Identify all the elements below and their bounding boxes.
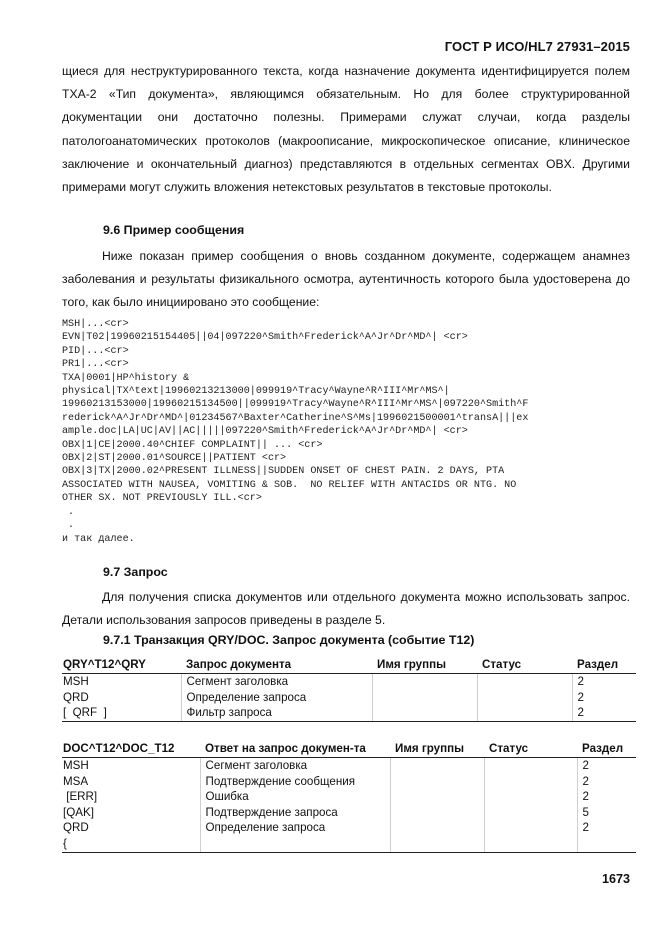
code-line: OBX|3|TX|2000.02^PRESENT ILLNESS||SUDDEN ONSET OF CHEST PAIN. 2 DAYS, PTA: [62, 466, 505, 478]
code-line: PR1|...<cr>: [62, 359, 129, 371]
table-cell: [ERR]: [63, 790, 98, 804]
table-cell: 2: [577, 789, 636, 805]
doc-segment-table: [62, 741, 636, 853]
table-cell: [577, 836, 636, 852]
table-row: [62, 758, 636, 774]
table-cell: [372, 690, 477, 706]
column-header: Запрос документа: [181, 657, 372, 674]
column-header: Раздел: [577, 741, 636, 758]
column-header: Раздел: [572, 657, 636, 674]
table-cell: [477, 705, 572, 721]
table-cell: 2: [577, 774, 636, 790]
standard-header: ГОСТ Р ИСО/HL7 27931–2015: [444, 39, 630, 54]
table-cell: [390, 758, 484, 774]
code-line: OBX|1|CE|2000.40^CHIEF COMPLAINT|| ... <cr>: [62, 439, 323, 451]
code-line: PID|...<cr>: [62, 345, 129, 357]
table-cell: 5: [577, 805, 636, 821]
page-number: 1673: [601, 872, 630, 886]
table-row: [62, 674, 636, 690]
table-cell: Сегмент заголовка: [200, 758, 390, 774]
table-header-row: [62, 741, 636, 758]
table-cell: [484, 836, 577, 852]
table-cell: [477, 674, 572, 690]
column-header: DOC^T12^DOC_T12: [62, 741, 200, 758]
column-header: Имя группы: [390, 741, 484, 758]
table-cell: Определение запроса: [181, 690, 372, 706]
table-cell: MSA: [63, 774, 89, 788]
table-cell: [390, 836, 484, 852]
code-line: и так далее.: [62, 533, 135, 545]
table-cell: [200, 836, 390, 852]
table-cell: [484, 805, 577, 821]
table-row: [62, 805, 636, 821]
table-cell: [484, 774, 577, 790]
table-cell: 2: [572, 690, 636, 706]
table-row: [62, 705, 636, 721]
table-cell: 2: [577, 758, 636, 774]
table-row: [62, 820, 636, 836]
table-cell: [477, 690, 572, 706]
table-cell: Фильтр запроса: [181, 705, 372, 721]
table-cell: QRD: [63, 690, 89, 704]
table-cell: Подтверждение сообщения: [200, 774, 390, 790]
code-line: 19960213153000|19960215134500||099919^Tracy^Wayne^R^III^Mr^MS^|097220^Smith^F: [62, 399, 529, 411]
table-cell: Сегмент заголовка: [181, 674, 372, 690]
table-cell: [372, 674, 477, 690]
table-cell: [390, 805, 484, 821]
table-cell: [372, 705, 477, 721]
column-header: Ответ на запрос докумен-та: [200, 741, 390, 758]
code-line: .: [62, 520, 75, 532]
table-cell: [QAK]: [63, 805, 94, 819]
section-9-7-text: Для получения списка документов или отдельного документа можно использовать запрос. Детали использования запросов приведены в разделе 5.: [62, 590, 630, 628]
section-9-7-heading: 9.7 Запрос: [103, 565, 168, 579]
code-line: .: [62, 506, 75, 518]
table-cell: Определение запроса: [200, 820, 390, 836]
table-cell: 2: [577, 820, 636, 836]
table-cell: [484, 789, 577, 805]
section-9-7-paragraph: [62, 586, 630, 632]
table-cell: [390, 820, 484, 836]
code-line: rederick^A^Jr^Dr^MD^|01234567^Baxter^Catherine^S^Ms|1996021500001^transA|||ex: [62, 412, 529, 424]
table-header-row: [62, 657, 636, 674]
column-header: Статус: [477, 657, 572, 674]
table-cell: 2: [572, 674, 636, 690]
table-cell: MSH: [63, 675, 89, 688]
table-row: [62, 774, 636, 790]
code-line: ASSOCIATED WITH NAUSEA, VOMITING & SOB. NO RELIEF WITH ANTACIDS OR NTG. NO: [62, 479, 517, 491]
table-cell: QRD: [63, 821, 89, 835]
table-cell: [484, 758, 577, 774]
column-header: QRY^T12^QRY: [62, 657, 181, 674]
section-9-6-text: Ниже показан пример сообщения о вновь созданном документе, содержащем анамнез заболевания и результаты физикального осмотра, аутентичность которого была удостоверена до того, как было инициировано это сообщение:: [62, 249, 630, 310]
code-line: physical|TX^text|19960213213000|099919^Tracy^Wayne^R^III^Mr^MS^|: [62, 386, 450, 398]
column-header: Имя группы: [372, 657, 477, 674]
code-line: TXA|0001|HP^history &: [62, 372, 190, 384]
code-line: MSH|...<cr>: [62, 319, 129, 330]
code-line: ample.doc|LA|UC|AV||AC|||||097220^Smith^Frederick^A^Jr^Dr^MD^| <cr>: [62, 426, 468, 438]
code-line: OTHER SX. NOT PREVIOUSLY ILL.<cr>: [62, 493, 262, 505]
table-cell: MSH: [63, 759, 89, 772]
table-cell: Ошибка: [200, 789, 390, 805]
table-cell: [ QRF ]: [62, 705, 181, 721]
table-cell: {: [62, 836, 200, 852]
table-cell: 2: [572, 705, 636, 721]
table-cell: [390, 789, 484, 805]
section-9-6-paragraph: [62, 245, 630, 315]
table-cell: [484, 820, 577, 836]
table-row: [62, 836, 636, 852]
section-9-7-1-heading: 9.7.1 Транзакция QRY/DOC. Запрос документа (событие T12): [103, 633, 475, 647]
section-9-6-heading: 9.6 Пример сообщения: [103, 223, 245, 237]
column-header: Статус: [484, 741, 577, 758]
qry-segment-table: [62, 657, 636, 722]
table-row: [62, 789, 636, 805]
code-line: OBX|2|ST|2000.01^SOURCE||PATIENT <cr>: [62, 453, 287, 465]
code-line: EVN|T02|19960215154405||04|097220^Smith^Frederick^A^Jr^Dr^MD^| <cr>: [62, 332, 468, 344]
table-row: [62, 690, 636, 706]
table-cell: [390, 774, 484, 790]
intro-paragraph: щиеся для неструктурированного текста, когда назначение документа идентифицируется полем TXA-2 «Тип документа», являющимся обязательным. Но для более структурированной документации они достаточно полезны. Примерами служат случаи, когда разделы патологоанатомических протоколов (макроописание, микроскопическое описание, клиническое заключение и окончательный диагноз) представляются в отдельных сегментах OBX. Другими примерами могут служить вложения нетекстовых результатов в текстовые протоколы.: [62, 64, 630, 195]
example-message-code: [62, 318, 637, 546]
table-cell: Подтверждение запроса: [200, 805, 390, 821]
